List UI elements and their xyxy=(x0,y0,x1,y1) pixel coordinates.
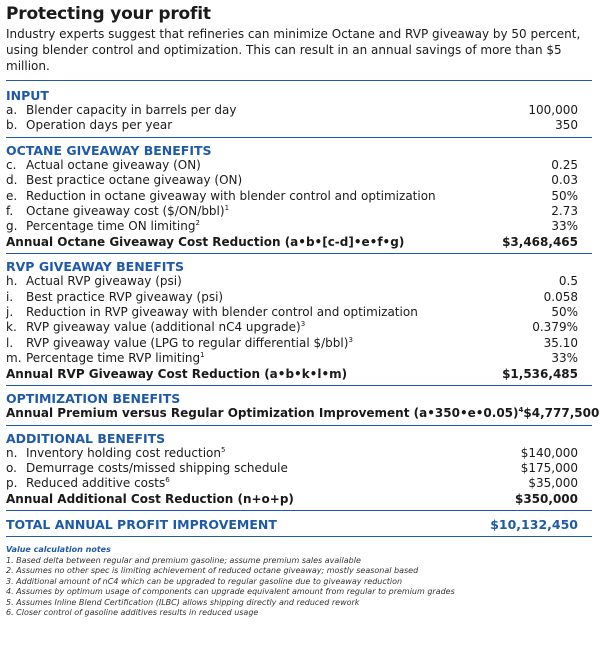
intro-text: Industry experts suggest that refineries can minimize Octane and RVP giveaway by 50 percent, using blender control and optimization. This can result in an annual savings of more than $5 million. xyxy=(6,26,592,81)
section-total-row xyxy=(6,406,600,421)
row-letter: a. xyxy=(6,103,18,117)
row-value: 350 xyxy=(555,118,578,133)
row-value: 33% xyxy=(551,219,578,234)
section-total-label xyxy=(6,235,404,250)
row-label xyxy=(26,320,305,335)
section-optimization xyxy=(6,390,600,425)
table-row xyxy=(6,320,592,335)
section-total-label xyxy=(6,406,523,421)
note-item: 1. Based delta between regular and premium gasoline; assume premium sales available xyxy=(6,555,361,565)
row-letter: f. xyxy=(6,204,14,219)
row-value: 0.5 xyxy=(558,274,578,289)
row-label xyxy=(26,476,170,491)
row-label xyxy=(26,118,172,133)
section-total-row xyxy=(6,367,592,382)
row-label-group xyxy=(6,290,223,305)
row-label-text: Actual octane giveaway (ON) xyxy=(26,157,201,172)
row-label-text: Reduction in octane giveaway with blender control and optimization xyxy=(26,188,436,203)
row-label-text: Reduction in RVP giveaway with blender control and optimization xyxy=(26,305,418,320)
table-row xyxy=(6,189,592,204)
notes-list xyxy=(6,556,592,619)
table-row xyxy=(6,446,592,461)
table-row xyxy=(6,274,592,289)
grand-total-label: TOTAL ANNUAL PROFIT IMPROVEMENT xyxy=(6,517,277,533)
row-label-group xyxy=(6,173,242,188)
row-letter: l. xyxy=(6,335,14,350)
row-label-text: RVP giveaway value (additional nC4 upgrade) xyxy=(26,320,301,335)
grand-total-value: $10,132,450 xyxy=(490,517,578,533)
table-row xyxy=(6,118,592,133)
row-label xyxy=(26,103,237,118)
row-label xyxy=(26,305,418,320)
row-label-text: Reduced additive costs xyxy=(26,476,166,491)
calculation-notes xyxy=(6,545,592,619)
row-label xyxy=(26,336,353,351)
section-input xyxy=(6,87,592,138)
row-label xyxy=(26,173,242,188)
footnote-ref: 3 xyxy=(348,335,353,344)
section-title: OCTANE GIVEAWAY BENEFITS xyxy=(6,142,212,158)
row-letter: j. xyxy=(6,305,14,320)
row-label-group xyxy=(6,118,172,133)
row-label-text: Inventory holding cost reduction xyxy=(26,445,221,460)
section-title: ADDITIONAL BENEFITS xyxy=(6,430,166,446)
section-title: INPUT xyxy=(6,88,49,103)
row-letter: m. xyxy=(6,351,22,366)
note-item: 6. Closer control of gasoline additives results in reduced usage xyxy=(6,608,259,618)
note-item: 3. Additional amount of nC4 which can be upgraded to regular gasoline due to giveaway reduction xyxy=(6,576,403,586)
row-label xyxy=(26,219,200,234)
footnote-ref: 6 xyxy=(165,476,170,485)
section-octane xyxy=(6,142,592,254)
section-total-label-text: Annual Premium versus Regular Optimization Improvement (a•350•e•0.05) xyxy=(6,406,519,421)
row-value: 2.73 xyxy=(551,204,578,219)
row-label-text: Blender capacity in barrels per day xyxy=(26,103,237,117)
table-row xyxy=(6,290,592,305)
row-label xyxy=(26,274,182,289)
table-row xyxy=(6,305,592,320)
row-label xyxy=(26,204,229,219)
table-row xyxy=(6,158,592,173)
table-row xyxy=(6,336,592,351)
row-label-group xyxy=(6,351,205,366)
section-total-label-text: Annual Additional Cost Reduction (n+o+p) xyxy=(6,491,294,506)
row-label-group xyxy=(6,189,436,204)
table-row xyxy=(6,351,592,366)
row-letter: n. xyxy=(6,445,18,460)
row-label-group xyxy=(6,158,201,173)
row-label-group xyxy=(6,274,182,289)
row-label xyxy=(26,290,223,305)
row-letter: b. xyxy=(6,118,18,133)
section-total-label-text: Annual Octane Giveaway Cost Reduction (a•b•[c-d]•e•f•g) xyxy=(6,234,405,249)
row-label xyxy=(26,158,201,173)
row-value: 100,000 xyxy=(528,103,578,117)
row-label-group xyxy=(6,320,305,335)
row-label xyxy=(26,461,288,476)
row-value: $140,000 xyxy=(520,445,578,460)
row-label xyxy=(26,189,436,204)
row-value: $35,000 xyxy=(528,476,578,491)
section-total-value: $4,777,500 xyxy=(523,406,600,421)
row-label-text: Best practice octane giveaway (ON) xyxy=(26,173,243,188)
footnote-ref: 2 xyxy=(195,219,200,228)
row-letter: g. xyxy=(6,219,18,234)
row-label-text: Percentage time ON limiting xyxy=(26,219,196,234)
table-row xyxy=(6,173,592,188)
footnote-ref: 3 xyxy=(300,320,306,329)
row-label-text: Actual RVP giveaway (psi) xyxy=(26,274,182,289)
row-letter: p. xyxy=(6,476,18,491)
section-total-value: $350,000 xyxy=(514,491,578,506)
row-label-group xyxy=(6,476,170,491)
row-value: 50% xyxy=(551,305,578,320)
section-total-label xyxy=(6,492,294,507)
section-title: RVP GIVEAWAY BENEFITS xyxy=(6,259,184,275)
row-letter: h. xyxy=(6,274,18,289)
row-label-text: Octane giveaway cost ($/ON/bbl) xyxy=(26,204,225,219)
footnote-ref: 1 xyxy=(200,351,205,360)
row-label-text: Percentage time RVP limiting xyxy=(26,351,201,366)
footnote-ref: 1 xyxy=(224,204,230,213)
row-label-group xyxy=(6,446,225,461)
notes-title: Value calculation notes xyxy=(6,545,111,555)
table-row xyxy=(6,461,592,476)
section-rvp xyxy=(6,258,592,386)
row-label-text: RVP giveaway value (LPG to regular differential $/bbl) xyxy=(26,335,349,350)
row-value: 50% xyxy=(551,188,578,203)
row-letter: c. xyxy=(6,157,17,172)
row-letter: i. xyxy=(6,289,14,304)
row-label-group xyxy=(6,204,229,219)
row-value: 0.03 xyxy=(551,173,578,188)
row-label-group xyxy=(6,461,288,476)
row-label-group xyxy=(6,103,237,118)
section-total-row xyxy=(6,235,592,250)
table-row xyxy=(6,103,592,118)
section-title: OPTIMIZATION BENEFITS xyxy=(6,391,181,407)
row-label xyxy=(26,351,205,366)
page-title: Protecting your profit xyxy=(6,4,211,24)
table-row xyxy=(6,476,592,491)
table-row xyxy=(6,219,592,234)
row-value: $175,000 xyxy=(520,460,578,475)
row-value: 0.058 xyxy=(543,289,578,304)
row-letter: d. xyxy=(6,173,18,188)
row-label-group xyxy=(6,305,418,320)
footnote-ref: 5 xyxy=(220,445,226,454)
row-label-group xyxy=(6,336,353,351)
section-total-row xyxy=(6,492,592,507)
section-total-value: $3,468,465 xyxy=(502,234,578,249)
section-total-value: $1,536,485 xyxy=(502,366,578,381)
note-item: 5. Assumes Inline Blend Certification (ILBC) allows shipping directly and reduced rework xyxy=(6,597,360,607)
row-label-text: Operation days per year xyxy=(26,118,173,133)
row-letter: k. xyxy=(6,320,17,335)
row-label-text: Demurrage costs/missed shipping schedule xyxy=(26,460,288,475)
row-value: 0.379% xyxy=(532,320,578,335)
table-row xyxy=(6,204,592,219)
section-total-label-text: Annual RVP Giveaway Cost Reduction (a•b•k•l•m) xyxy=(6,366,348,381)
note-item: 4. Assumes by optimum usage of components can upgrade equivalent amount from regular to premium grades xyxy=(6,587,455,597)
section-total-label xyxy=(6,367,347,382)
row-label-text: Best practice RVP giveaway (psi) xyxy=(26,289,224,304)
sections-container xyxy=(6,87,600,511)
grand-total-row xyxy=(6,515,592,537)
section-additional xyxy=(6,430,592,512)
note-item: 2. Assumes no other spec is limiting achievement of reduced octane giveaway; mostly seasonal based xyxy=(6,566,419,576)
row-letter: o. xyxy=(6,460,17,475)
row-letter: e. xyxy=(6,188,18,203)
row-label-group xyxy=(6,219,200,234)
row-label xyxy=(26,446,225,461)
row-value: 0.25 xyxy=(551,157,578,172)
row-value: 33% xyxy=(551,351,578,366)
footnote-ref: 4 xyxy=(518,406,524,415)
row-value: 35.10 xyxy=(543,335,578,350)
